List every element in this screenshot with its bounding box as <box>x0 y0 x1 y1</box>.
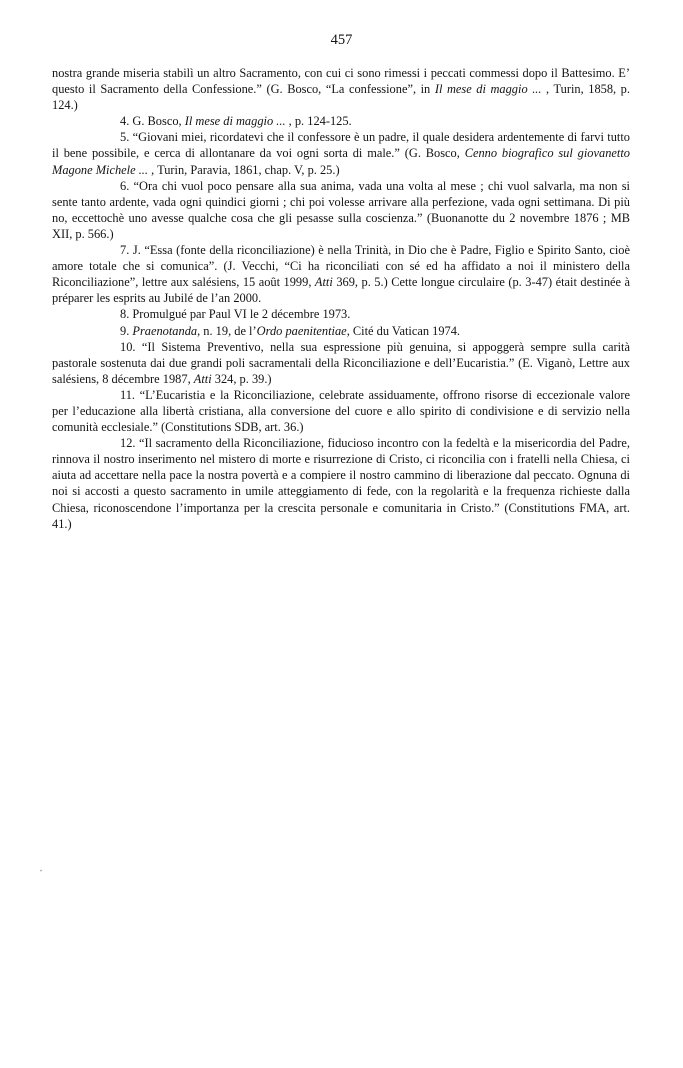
note-text: 4. G. Bosco, <box>120 114 185 129</box>
note-text: , Turin, Paravia, 1861, chap. V, p. 25.) <box>148 162 340 177</box>
footnote-9 <box>52 323 630 339</box>
book-title: Praenotanda <box>132 323 198 338</box>
footnote-5 <box>52 129 630 177</box>
footnote-7 <box>52 242 630 306</box>
footnote-3-continuation <box>52 65 630 113</box>
page-number: 457 <box>330 32 353 48</box>
footnote-10 <box>52 339 630 387</box>
journal-title: Atti <box>314 275 333 290</box>
footnote-8 <box>52 306 630 322</box>
footnotes-list <box>52 65 630 532</box>
journal-title: Atti <box>193 371 212 386</box>
note-text: 8. Promulgué par Paul VI le 2 décembre 1973. <box>120 307 351 322</box>
note-text: , Cité du Vatican 1974. <box>346 323 461 338</box>
note-text: 6. “Ora chi vuol poco pensare alla sua anima, vada una volta al mese ; chi vuol salvarla, ma non si sente tanto ardente, vada ogni quindici giorni ; chi poi volesse arrivare alla perfezione, vada ogni settimana. Di più no, eccettochè uno avesse qualche cosa che gli pesasse sulla coscienza.” (Buonanotte du 2 novembre 1876 ; MB XII, p. 566.) <box>52 178 630 241</box>
footnote-4 <box>52 113 630 129</box>
note-text: , n. 19, de l’ <box>197 323 257 338</box>
note-text: , p. 124-125. <box>285 114 352 129</box>
note-text: 10. “Il Sistema Preventivo, nella sua espressione più genuina, si appoggerà sempre sulla carità pastorale sostenuta dai due grandi poli sacramentali della Riconciliazione e dell’Eucaristia.” (E. Viganò, Lettre aux salésiens, 8 décembre 1987, <box>52 339 630 386</box>
book-title: Il mese di maggio ... <box>434 82 542 97</box>
note-text: , Turin, 1858, p. 124.) <box>52 82 630 113</box>
book-title: Cenno biografico sul giovanetto Magone Michele ... <box>52 146 630 177</box>
scan-speck <box>40 870 42 872</box>
book-title: Il mese di maggio ... <box>184 114 286 129</box>
book-title: Ordo paenitentiae <box>256 323 347 338</box>
note-text: 324, p. 39.) <box>211 371 272 386</box>
note-text: 7. J. “Essa (fonte della riconciliazione) è nella Trinità, in Dio che è Padre, Figlio e Spirito Santo, cioè amore totale che si comunica”. (J. Vecchi, “Ci ha riconciliati con sé ed ha affidato a noi il ministero della Riconciliazione”, lettre aux salésiens, 15 août 1999, <box>52 243 630 290</box>
note-text: nostra grande miseria stabilì un altro Sacramento, con cui ci sono rimessi i peccati commessi dopo il Battesimo. E’ questo il Sacramento della Confessione.” (G. Bosco, “La confessione”, in <box>52 66 630 97</box>
footnote-12 <box>52 435 630 532</box>
note-text: 11. “L’Eucaristia e la Riconciliazione, celebrate assiduamente, offrono risorse di eccezionale valore per l’educazione alla libertà cristiana, alla conversione del cuore e allo spirito di condivisione e di servizio nella comunità ecclesiale.” (Constitutions SDB, art. 36.) <box>52 387 630 435</box>
note-text: 9. <box>120 323 133 338</box>
note-text: 5. “Giovani miei, ricordatevi che il confessore è un padre, il quale desidera ardentemente di farvi tutto il bene possibile, e cerca di allontanare da voi ogni sorta di male.” (G. Bosco, <box>52 130 630 161</box>
footnote-11 <box>52 387 630 435</box>
note-text: 369, p. 5.) Cette longue circulaire (p. 3-47) était destinée à préparer les esprits au Jubilé de l’an 2000. <box>52 275 631 306</box>
note-text: 12. “Il sacramento della Riconciliazione, fiducioso incontro con la fedeltà e la misericordia del Padre, rinnova il nostro inserimento nel mistero di morte e risurrezione di Cristo, ci riconcilia con i fratelli nella Chiesa, ci aiuta ad accettare nella pace la nostra povertà e a compiere il nostro cammino di liberazione dal peccato. Ognuna di noi si accosti a questo sacramento in umile atteggiamento di fede, con la regolarità e la frequenza richieste dalla Chiesa, riconoscendone l’importanza per la crescita personale e comunitaria in Cristo.” (Constitutions FMA, art. 41.) <box>52 436 630 531</box>
footnote-6 <box>52 178 630 242</box>
